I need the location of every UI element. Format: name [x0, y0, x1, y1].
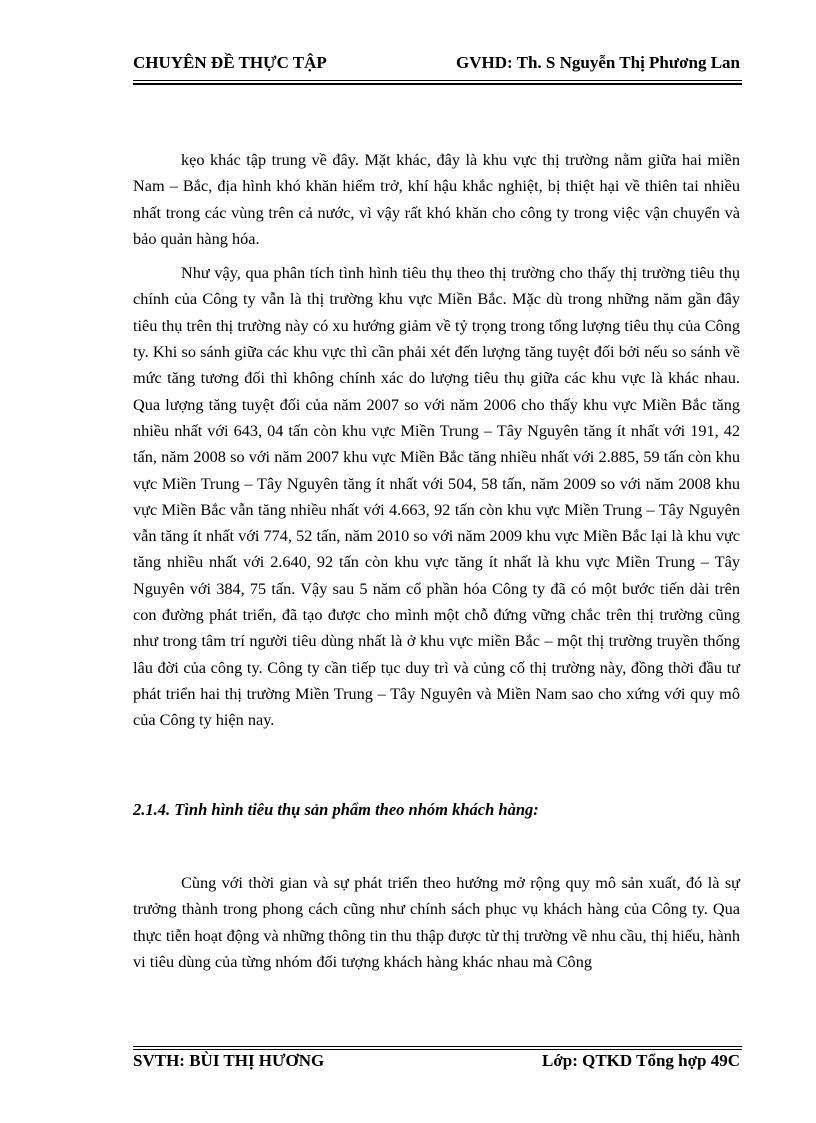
- page-header: [133, 51, 740, 77]
- paragraph-3: Cùng với thời gian và sự phát triển theo hướng mở rộng quy mô sản xuất, đó là sự trưởng thành trong phong cách cũng như chính sách phục vụ khách hàng của Công ty. Qua thực tiễn hoạt động và những thông tin thu thập được từ thị trường về nhu cầu, thị hiếu, hành vi tiêu dùng của từng nhóm đối tượng khách hàng khác nhau mà Công: [133, 873, 740, 971]
- section-text: [133, 870, 740, 975]
- section-heading: 2.1.4. Tình hình tiêu thụ sản phẩm theo nhóm khách hàng:: [133, 800, 539, 819]
- header-report-title: CHUYÊN ĐỀ THỰC TẬP: [133, 53, 327, 72]
- paragraph-2: Như vậy, qua phân tích tình hình tiêu thụ theo thị trường cho thấy thị trường tiêu thụ chính của Công ty vẫn là thị trường khu vực Miền Bắc. Mặc dù trong những năm gần đây tiêu thụ trên thị trường này có xu hướng giảm về tỷ trọng trong tổng lượng tiêu thụ của Công ty. Khi so sánh giữa các khu vực thì cần phải xét đến lượng tăng tuyệt đối bởi nếu so sánh về mức tăng tương đối thì không chính xác do lượng tiêu thụ giữa các khu vực là khác nhau. Qua lượng tăng tuyệt đối của năm 2007 so với năm 2006 cho thấy khu vực Miền Bắc tăng nhiều nhất với 643, 04 tấn còn khu vực Miền Trung – Tây Nguyên tăng ít nhất với 191, 42 tấn, năm 2008 so với năm 2007 khu vực Miền Bắc tăng nhiều nhất với 2.885, 59 tấn còn khu vực Miền Trung – Tây Nguyên tăng ít nhất với 504, 58 tấn, năm 2009 so với năm 2008 khu vực Miền Bắc vẫn tăng nhiều nhất với 4.663, 92 tấn còn khu vực Miền Trung – Tây Nguyên vẫn tăng ít nhất với 774, 52 tấn, năm 2010 so với năm 2009 khu vực Miền Bắc lại là khu vực tăng nhiều nhất với 2.640, 92 tấn còn khu vực tăng ít nhất là khu vực Miền Trung – Tây Nguyên với 384, 75 tấn. Vậy sau 5 năm cổ phần hóa Công ty đã có một bước tiến dài trên con đường phát triển, đã tạo được cho mình một chỗ đứng vững chắc trên thị trường cũng như trong tâm trí người tiêu dùng nhất là ở khu vực miền Bắc – một thị trường truyền thống lâu đời của công ty. Công ty cần tiếp tục duy trì và củng cố thị trường này, đồng thời đầu tư phát triển hai thị trường Miền Trung – Tây Nguyên và Miền Nam sao cho xứng với quy mô của Công ty hiện nay.: [133, 263, 740, 730]
- page-footer: [133, 1049, 740, 1075]
- footer-class: Lớp: QTKD Tổng hợp 49C: [541, 1051, 740, 1070]
- header-supervisor: GVHD: Th. S Nguyễn Thị Phương Lan: [456, 53, 740, 72]
- paragraph-1: kẹo khác tập trung về đây. Mặt khác, đây là khu vực thị trường nằm giữa hai miền Nam – Bắc, địa hình khó khăn hiểm trở, khí hậu khắc nghiệt, bị thiệt hại về thiên tai nhiều nhất trong các vùng trên cả nước, vì vậy rất khó khăn cho công ty trong việc vận chuyển và bảo quản hàng hóa.: [133, 150, 740, 248]
- main-text: [133, 147, 740, 734]
- footer-divider: [133, 1046, 742, 1047]
- footer-student: SVTH: BÙI THỊ HƯƠNG: [133, 1051, 325, 1070]
- header-divider: [133, 80, 742, 85]
